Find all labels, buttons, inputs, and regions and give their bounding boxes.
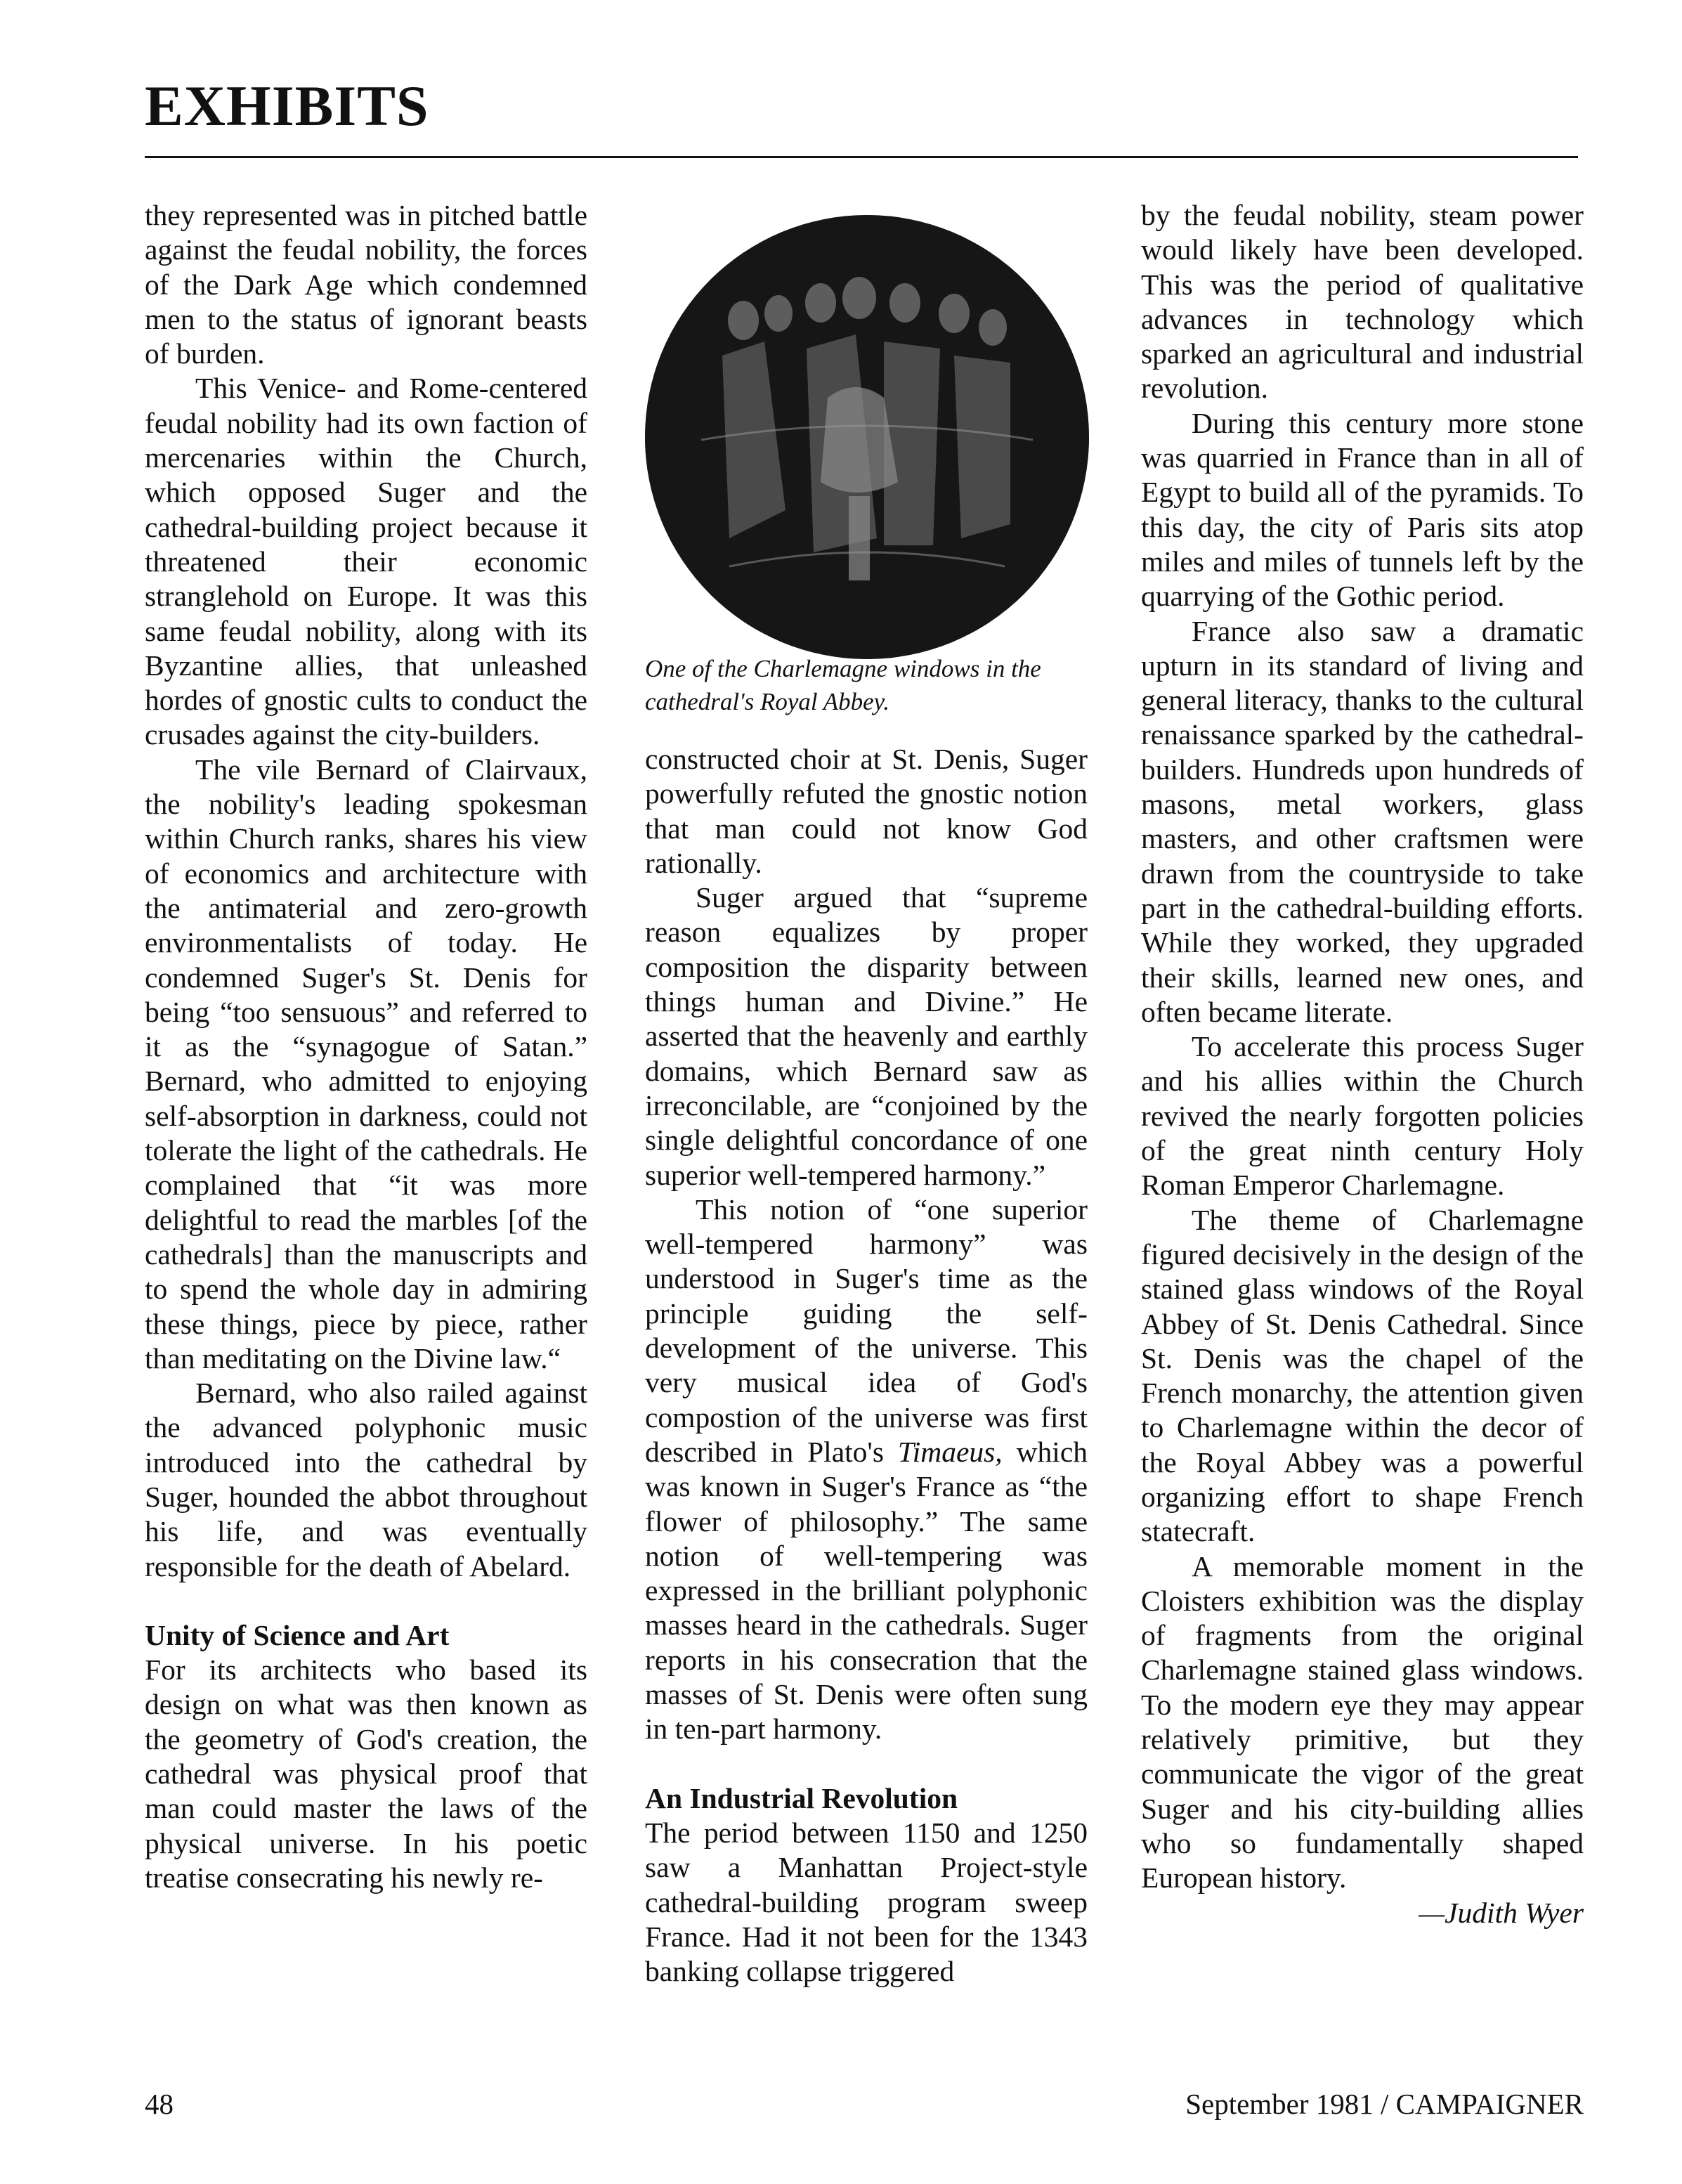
paragraph: by the feudal nobility, steam power would likely have been developed. This was the period of qualitative advances in technology which sparked an agricultural and industrial revolution. [1141,199,1584,405]
paragraph: The period between 1150 and 1250 saw a Manhattan Project-style cathedral-building program sweep France. Had it not been for the 1343 banking collapse triggered [645,1816,1088,1988]
paragraph-text: which was known in Suger's France as “the flower of philosophy.” The same notion of well-tempering was expressed in the brilliant polyphonic masses heard in the cathedrals. Suger reports in his consecration that the masses of St. Denis were often sung in ten-part harmony. [645,1435,1088,1746]
book-title: Timaeus, [897,1435,1003,1468]
paragraph: The theme of Charlemagne figured decisively in the design of the stained glass windows of the Royal Abbey of St. Denis Cathedral. Since St. Denis was the chapel of the French monarchy, the attention given to Charlemagne within the decor of the Royal Abbey was a powerful organizing effort to shape French statecraft. [1141,1203,1584,1548]
issue-footer: September 1981 / CAMPAIGNER [1185,2088,1584,2120]
paragraph: A memorable moment in the Cloisters exhibition was the display of fragments from the original Charlemagne stained glass windows. To the modern eye they may appear relatively primitive, but they communicate the vigor of the great Suger and his city-building allies who so fundamentally shaped European history. [1141,1549,1584,1894]
image-caption: One of the Charlemagne windows in the cathedral's Royal Abbey. [645,655,1041,715]
subheading: Unity of Science and Art [145,1618,450,1651]
paragraph: To accelerate this process Suger and his allies within the Church revived the nearly forgotten policies of the great ninth century Holy Roman Emperor Charlemagne. [1141,1030,1584,1202]
stained-glass-roundel-image [645,215,1089,659]
paragraph: they represented was in pitched battle against the feudal nobility, the forces of the Dark Age which condemned men to the status of ignorant beasts of burden. [145,199,587,370]
paragraph: The vile Bernard of Clairvaux, the nobility's leading spokesman within Church ranks, shares his view of economics and architecture with the antimaterial and zero-growth environmentalists of today. He condemned Suger's St. Denis for being “too sensuous” and referred to it as the “synagogue of Satan.” Bernard, who admitted to enjoying self-absorption in darkness, could not tolerate the light of the cathedrals. He complained that “it was more delightful to read the marbles [of the cathedrals] than the manuscripts and to spend the whole day in admiring these things, piece by piece, rather than meditating on the Divine law.“ [145,753,587,1374]
paragraph: For its architects who based its design on what was then known as the geometry of God's creation, the cathedral was physical proof that man could master the laws of the physical universe. In his poetic treatise consecrating his newly re- [145,1653,587,1894]
paragraph-text: This notion of “one superior well-tempered harmony” was understood in Suger's time as the principle guiding the self-development of the universe. This very musical idea of God's compostion of the universe was first described in Plato's [645,1192,1088,1468]
paragraph: This Venice- and Rome-centered feudal nobility had its own faction of mercenaries within the Church, which opposed Suger and the cathedral-building project because it threatened their economic stranglehold on Europe. It was this same feudal nobility, along with its Byzantine allies, that unleashed hordes of gnostic cults to conduct the crusades against the city-builders. [145,372,587,751]
paragraph: France also saw a dramatic upturn in its standard of living and general literacy, thanks to the cultural renaissance sparked by the cathedral-builders. Hundreds upon hundreds of masons, metal workers, glass masters, and other craftsmen were drawn from the countryside to take part in the cathedral-building efforts. While they worked, they upgraded their skills, learned new ones, and often became literate. [1141,614,1584,1028]
author-signature: —Judith Wyer [1419,1896,1584,1929]
column-3 [1141,198,1584,1930]
paragraph: Bernard, who also railed against the advanced polyphonic music introduced into the cathedral by Suger, hounded the abbot throughout his life, and was eventually responsible for the death of Abelard. [145,1377,587,1582]
paragraph: During this century more stone was quarried in France than in all of Egypt to build all of the pyramids. To this day, the city of Paris sits atop miles and miles of tunnels left by the quarrying of the Gothic period. [1141,406,1584,613]
paragraph: Suger argued that “supreme reason equalizes by proper composition the disparity between things human and Divine.” He asserted that the heavenly and earthly domains, which Bernard saw as irreconcilable, are “conjoined by the single delightful concordance of one superior well-tempered harmony.” [645,881,1088,1191]
stained-glass-illustration [645,215,1089,659]
header-rule [145,156,1578,158]
column-1 [145,198,587,1895]
page-number: 48 [145,2088,174,2120]
subheading: An Industrial Revolution [645,1781,958,1814]
paragraph: constructed choir at St. Denis, Suger powerfully refuted the gnostic notion that man could not know God rationally. [645,743,1088,879]
paragraph [645,1192,1088,1747]
section-header: EXHIBITS [145,74,429,138]
column-2 [645,742,1088,1989]
